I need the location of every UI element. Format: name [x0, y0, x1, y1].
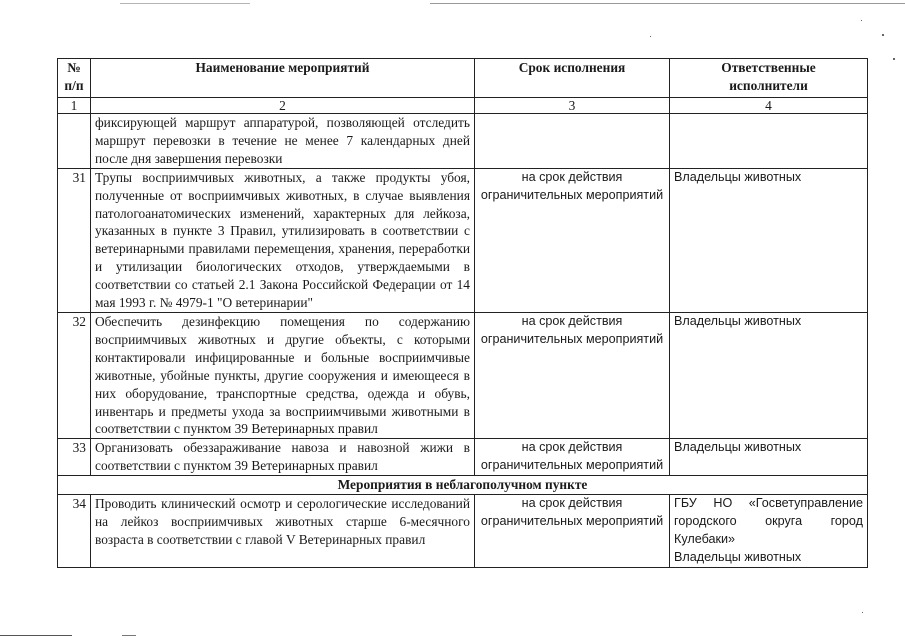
- table-row: [58, 168, 868, 312]
- measure-text: фиксирующей маршрут аппаратурой, позволяющей отследить маршрут перевозки в течение не менее 7 календарных дней после дня завершения перевозки: [91, 114, 475, 169]
- table-row: [58, 312, 868, 438]
- measure-text: Обеспечить дезинфекцию помещения по содержанию восприимчивых животных и другие объекты, с которыми контактировали инфицированные и больные восприимчивые животные, убойные пункты, другие сооружения и имеющееся в них оборудование, транспортные средства, одежда и обувь, инвентарь и предметы ухода за восприимчивыми животными в соответствии с пунктом 39 Ветеринарных правил: [91, 312, 475, 438]
- measure-text: Трупы восприимчивых животных, а также продукты убоя, полученные от восприимчивых животных, в случае выявления патологоанатомических изменений, характерных для лейкоза, указанных в пункте 3 Правил, утилизировать в соответствии с ветеринарными правилами перемещения, хранения, переработки и утилизации биологических отходов, утверждаемыми в соответствии со статьей 2.1 Закона Российской Федерации от 14 мая 1993 г. № 4979-1 "О ветеринарии": [91, 168, 475, 312]
- term-text: на срок действия ограничительных мероприятий: [475, 168, 670, 312]
- section-row: [58, 476, 868, 495]
- term-text: на срок действия ограничительных мероприятий: [475, 439, 670, 476]
- responsible-text: Владельцы животных: [670, 439, 868, 476]
- column-number-row: [58, 98, 868, 114]
- scan-edge-line: [122, 635, 136, 636]
- column-number: 2: [91, 98, 475, 114]
- header-term: Срок исполнения: [475, 59, 670, 98]
- header-name: Наименование мероприятий: [91, 59, 475, 98]
- section-title: Мероприятия в неблагополучном пункте: [58, 476, 868, 495]
- scan-speck: [650, 36, 651, 37]
- term-text: [475, 114, 670, 169]
- scan-speck: [861, 20, 862, 21]
- column-number: 3: [475, 98, 670, 114]
- scan-edge-line: [120, 3, 250, 4]
- row-number: [58, 114, 91, 169]
- term-text: на срок действия ограничительных мероприятий: [475, 312, 670, 438]
- term-text: на срок действия ограничительных мероприятий: [475, 495, 670, 568]
- row-number: 34: [58, 495, 91, 568]
- scan-edge-line: [430, 3, 905, 4]
- scan-speck: [862, 612, 863, 613]
- header-responsible: Ответственные исполнители: [670, 59, 868, 98]
- scan-speck: [882, 34, 884, 36]
- responsible-text: Владельцы животных: [670, 312, 868, 438]
- scan-speck: [893, 58, 895, 60]
- scan-edge-line: [0, 635, 72, 636]
- responsible-text: Владельцы животных: [670, 168, 868, 312]
- row-number: 31: [58, 168, 91, 312]
- responsible-text: ГБУ НО «Госветуправление городского округа город Кулебаки» Владельцы животных: [670, 495, 868, 568]
- measures-table: [57, 58, 868, 568]
- column-number: 4: [670, 98, 868, 114]
- row-number: 32: [58, 312, 91, 438]
- header-num: № п/п: [58, 59, 91, 98]
- measure-text: Проводить клинический осмотр и серологические исследований на лейкоз восприимчивых животных старше 6-месячного возраста в соответствии с главой V Ветеринарных правил: [91, 495, 475, 568]
- row-number: 33: [58, 439, 91, 476]
- table-row: [58, 439, 868, 476]
- table-row: [58, 495, 868, 568]
- table-row: [58, 114, 868, 169]
- column-number: 1: [58, 98, 91, 114]
- responsible-text: [670, 114, 868, 169]
- header-row: [58, 59, 868, 98]
- measure-text: Организовать обеззараживание навоза и навозной жижи в соответствии с пунктом 39 Ветеринарных правил: [91, 439, 475, 476]
